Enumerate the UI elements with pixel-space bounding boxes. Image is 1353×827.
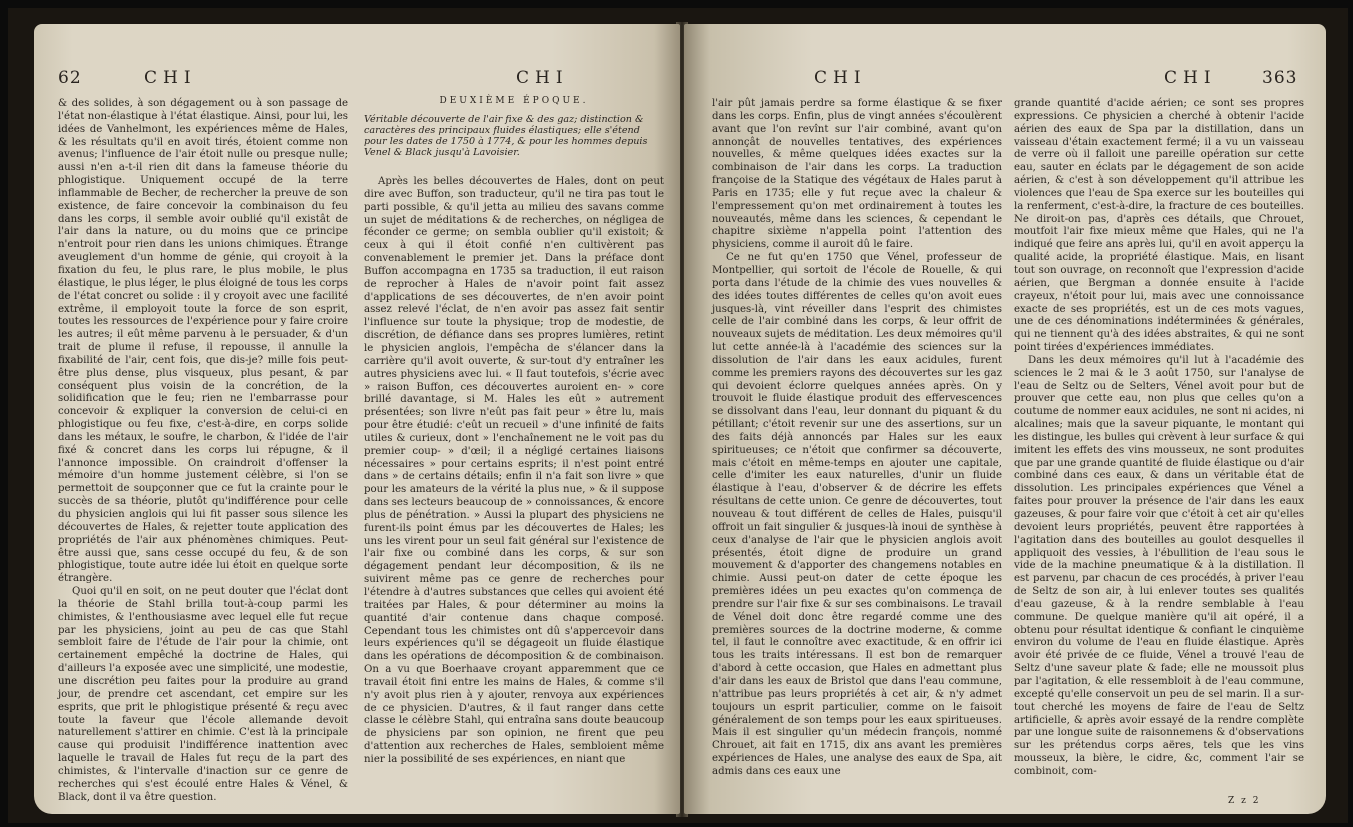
left-page-number: 62 <box>58 68 82 88</box>
right-column-1 <box>712 98 1002 810</box>
epoch-heading: DEUXIÈME ÉPOQUE. <box>439 96 589 106</box>
left-column-2 <box>364 176 664 808</box>
paragraph: Ce ne fut qu'en 1750 que Vénel, professeur de Montpellier, qui sortoit de l'école de Rouelle, & qui porta dans l'étude de la chimie des vues nouvelles & des idées toutes différentes de celles qu'on avoit eues jusques-là, vint réveiller dans l'esprit des chimistes celle de l'air combiné dans les corps, & leur offrit de nouveaux sujets de méditation. Les deux mémoires qu'il lut cette année-là à l'académie des sciences sur la dissolution de l'air dans les eaux acidules, furent comme les premiers rayons des découvertes sur les gaz qui devoient éclorre quelques années après. On y trouvoit le fluide élastique produit des effervescences se dissolvant dans l'eau, leur donnant du piquant & du pétillant; c'étoit revenir sur une des assertions, sur un des faits déjà annoncés par Hales sur les eaux spiritueuses; ce n'étoit que confirmer sa découverte, mais c'étoit en même-temps en ajouter une capitale, celle d'imiter les eaux naturelles, d'unir un fluide élastique à l'eau, d'observer & de décrire les effets résultans de cette union. Ce genre de découvertes, tout nouveau & tout différent de celles de Hales, puisqu'il offroit un fait singulier & jusques-là inoui de synthèse à ceux d'analyse de l'air que le physicien anglois avoit présentés, étoit digne de produire un grand mouvement & d'apporter des changemens notables en chimie. Aussi peut-on dater de cette époque les premières idées un peu exactes qu'on commença de prendre sur l'air fixe & sur ses combinaisons. Le travail de Vénel doit donc être regardé comme une des premières sources de la doctrine moderne, & comme tel, il faut le connoître avec exactitude, & en offrir ici tous les traits intéressans. Il est bon de remarquer d'abord à cette occasion, que Hales en admettant plus d'air dans les eaux de Bristol que dans l'eau commune, n'attribue pas leurs propriétés à cet air, & n'y admet toujours un esprit particulier, comme on le faisoit généralement de son temps pour les eaux spiritueuses. Mais il est singulier qu'un médecin françois, nommé Chrouet, ait fait en 1715, dix ans avant les premières expériences de Hales, une analyse des eaux de Spa, ait admis dans ces eaux une <box>712 252 1003 777</box>
right-page-number: 363 <box>1262 68 1298 88</box>
left-page <box>34 24 680 814</box>
signature-mark: Z z 2 <box>1228 796 1261 806</box>
left-running-head-2: CHI <box>516 68 569 88</box>
right-running-head-1: CHI <box>814 68 867 88</box>
left-column-1 <box>58 98 348 810</box>
paragraph: l'air pût jamais perdre sa forme élastique & se fixer dans les corps. Enfin, plus de vingt années s'écoulèrent avant que l'on revînt sur l'air combiné, avant qu'on annonçât de nouvelles tentatives, des expériences nouvelles, & même quelques idées exactes sur la combinaison de l'air dans les corps. La traduction françoise de la Statique des végétaux de Hales parut à Paris en 1735; elle y fut reçue avec la chaleur & l'empressement qu'on met ordinairement à toutes les nouveautés, même dans les sciences, & cependant le chapitre sixième n'appella point l'attention des physiciens, comme il auroit dû le faire. <box>712 98 1002 251</box>
left-running-head-1: CHI <box>144 68 197 88</box>
paragraph: Dans les deux mémoires qu'il lut à l'académie des sciences le 2 mai & le 3 août 1750, sur l'analyse de l'eau de Seltz ou de Selters, Vénel avoit pour but de prouver que cette eau, non plus que celles qu'on a coutume de nommer eaux acidules, ne sont ni acides, ni alcalines; mais que la saveur piquante, le montant qui les distingue, les bulles qui crèvent à leur surface & qui imitent les effets des vins mousseux, ne sont produites que par une grande quantité de fluide élastique ou d'air combiné dans ces eaux, & dans un véritable état de dissolution. Les principales expériences que Vénel a faites pour prouver la présence de l'air dans les eaux gazeuses, & pour faire voir que c'étoit à cet air qu'elles devoient leurs propriétés, peuvent être rapportées à l'agitation dans des bouteilles au goulot desquelles il appliquoit des vessies, à l'ébullition de l'eau sous le vide de la machine pneumatique & à la distillation. Il est parvenu, par chacun de ces procédés, à priver l'eau de Seltz de son air, à lui enlever toutes ses qualités d'eau gazeuse, & à la rendre semblable à l'eau commune. De quelque manière qu'il ait opéré, il a obtenu pour résultat identique & confiant le cinquième environ du volume de l'eau en fluide élastique. Après avoir été privée de ce fluide, Vénel a trouvé l'eau de Seltz d'une saveur plate & fade; elle ne moussoit plus par l'agitation, & elle ressembloit à de l'eau commune, excepté qu'elle conservoit un peu de sel marin. Il a sur-tout cherché les moyens de faire de l'eau de Seltz artificielle, & après avoir essayé de la rendre complète par une longue suite de raisonnemens & d'observations sur les prétendus corps aëres, tels que les vins mousseux, la bière, le cidre, &c, comment l'air se combinoit, com- <box>1014 354 1304 777</box>
epoch-subtitle: Véritable découverte de l'air fixe & des gaz; distinction & caractères des principaux fluides élastiques; elle s'étend pour les dates de 1750 à 1774, & pour les hommes depuis Venel & Black jusqu'à Lavoisier. <box>364 114 648 158</box>
book-spread <box>8 8 1348 823</box>
paragraph: Après les belles découvertes de Hales, dont on peut dire avec Buffon, son traducteur, qu'il ne tira pas tout le parti possible, & qu'il jetta au milieu des savans comme un sujet de méditations & de recherches, on négligea de féconder ce germe; on sembla oublier qu'il existoit; & ceux à qui il étoit confié n'en cultivèrent pas convenablement le premier jet. Dans la préface dont Buffon accompagna en 1735 sa traduction, il eut raison de reprocher à Hales de n'avoir point fait assez d'applications de ses découvertes, de n'en avoir point assez relevé l'éclat, de n'en avoir pas assez fait sentir l'influence sur toute la physique; trop de modestie, de discrétion, de défiance dans ses propres lumières, retint le physicien anglois, l'empêcha de s'élancer dans la carrière qu'il avoit ouverte, & sur-tout d'y entraîner les autres physiciens avec lui. « Il faut toutefois, s'écrie avec » raison Buffon, ces découvertes auroient en- » core brillé davantage, si M. Hales les eût » autrement présentées; son livre n'eût pas fait peur » être lu, mais pour être étudié: c'eût un recueil » d'une infinité de faits utiles & curieux, dont » l'enchaînement ne le voit pas du premier coup- » d'œil; il a négligé certaines liaisons nécessaires » pour certains esprits; il n'est point entré dans » de certains détails; enfin il n'a fait son livre » que pour les amateurs de la vérité la plus nue, » & il suppose dans ses lecteurs beaucoup de » connoissances, & encore plus de pénétration. » Aussi la plupart des physiciens ne furent-ils point émus par les découvertes de Hales; les uns les virent pour un seul fait général sur l'existence de l'air fixe ou combiné dans les corps, & sur son dégagement pendant leur décomposition, & ils ne suivirent même pas ce genre de recherches pour l'étendre à d'autres substances que celles qui avoient été traitées par Hales, & pour déterminer au moins la quantité d'air contenue dans chaque composé. Cependant tous les chimistes ont dû s'appercevoir dans leurs expériences qu'il se dégageoit un fluide élastique dans les opérations de décomposition & de combinaison. On a vu que Boerhaave croyant apparemment que ce travail étoit fini entre les mains de Hales, & comme s'il n'y avoit plus rien à y ajouter, renvoya aux expériences de ce physicien. D'autres, & il faut ranger dans cette classe le célèbre Stahl, qui entraîna sans doute beaucoup de physiciens par son opinion, ne firent que peu d'attention aux recherches de Hales, sembloient même nier la possibilité de ses expériences, en niant que <box>364 176 664 765</box>
right-column-2 <box>1014 98 1304 798</box>
paragraph: & des solides, à son dégagement ou à son passage de l'état non-élastique à l'état élastique. Ainsi, pour lui, les idées de Vanhelmont, les expériences même de Hales, & les résultats qu'il en avoit tirés, étoient comme non avenus; l'influence de l'air étoit nulle ou presque nulle; aussi n'en a-t-il rien dit dans la fameuse théorie du phlogistique. Uniquement occupé de la terre inflammable de Becher, de rechercher la preuve de son existence, de faire concevoir la combinaison du feu dans les corps, il semble avoir oublié qu'il existât de l'air dans la nature, ou du moins que ce principe n'entroit pour rien dans les unions chimiques. Étrange aveuglement d'un homme de génie, qui croyoit à la fixation du feu, le plus rare, le plus mobile, le plus élastique, le plus léger, le plus éloigné de tous les corps de l'état concret ou solide : il y croyoit avec une facilité extrême, il employoit toute la force de son esprit, toutes les ressources de l'expérience pour y faire croire les autres; il eût même parvenu à le persuader, & d'un trait de plume il refuse, il repousse, il annulle la fixabilité de l'air, cent fois, que dis-je? mille fois peut-être plus dense, plus visqueux, plus pesant, & par conséquent plus voisin de la concrétion, de la solidification que le feu; rien ne l'embarrasse pour concevoir & expliquer la conversion de celui-ci en phlogistique ou feu fixe, c'est-à-dire, en corps solide dans les métaux, le soufre, le charbon, & l'idée de l'air fixé & concret dans les corps lui répugne, & il l'annonce impossible. On craindroit d'offenser la mémoire d'un homme justement célèbre, si l'on se permettoit de soupçonner que ce fut la crainte pour le succès de sa théorie, plutôt qu'indifférence pour celle du physicien anglois qui lui fit passer sous silence les découvertes de Hales, & rejetter toute application des propriétés de l'air aux phénomènes chimiques. Peut-être aussi que, sans cesse occupé du feu, & de son phlogistique, toute autre idée lui étoit en quelque sorte étrangère. <box>58 98 348 585</box>
paragraph: grande quantité d'acide aérien; ce sont ses propres expressions. Ce physicien a cherché à obtenir l'acide aérien des eaux de Spa par la distillation, dans un vaisseau d'étain exactement fermé; il a vu un vaisseau de verre où il falloit une pareille opération sur cette eau, sauter en éclats par le dégagement de son acide aérien, & c'est à son développement qu'il attribue les violences que l'eau de Spa exerce sur les bouteilles qui la renferment, c'est-à-dire, la fracture de ces bouteilles. Ne diroit-on pas, d'après ces détails, que Chrouet, moutfoit l'air fixe mieux même que Hales, qui ne l'a indiqué que feire ans après lui, qu'il en avoit apperçu la qualité acide, la propriété élastique. Mais, en lisant tout son ouvrage, on reconnoît que l'expression d'acide aérien, que Bergman a donnée ensuite à l'acide crayeux, n'étoit pour lui, mais avec une connoissance exacte de ses propriétés, est un de ces mots vagues, une de ces dénominations indéterminées & générales, qui ne tiennent qu'à des idées abstraites, & qui ne sont point tirées d'expériences immédiates. <box>1014 98 1304 354</box>
paragraph: Quoi qu'il en soit, on ne peut douter que l'éclat dont la théorie de Stahl brilla tout-à-coup parmi les chimistes, & l'enthousiasme avec lequel elle fut reçue par les physiciens, joint au peu de cas que Stahl sembloit faire de l'étude de l'air pour la chimie, ont certainement empêché la doctrine de Hales, qui d'ailleurs l'a exposée avec une simplicité, une modestie, une discrétion peu faites pour la produire au grand jour, de prendre cet ascendant, cet empire sur les esprits, que prit le phlogistique présenté & reçu avec toute la faveur que l'école allemande devoit naturellement s'attirer en chimie. C'est là la principale cause qui produisit l'indifférence inattention avec laquelle le travail de Hales fut reçu de la part des chimistes, & l'intervalle d'inaction sur ce genre de recherches qui s'est écoulé entre Hales & Vénel, & Black, dont il va être question. <box>58 586 348 803</box>
right-running-head-2: CHI <box>1164 68 1217 88</box>
right-page <box>684 24 1326 814</box>
